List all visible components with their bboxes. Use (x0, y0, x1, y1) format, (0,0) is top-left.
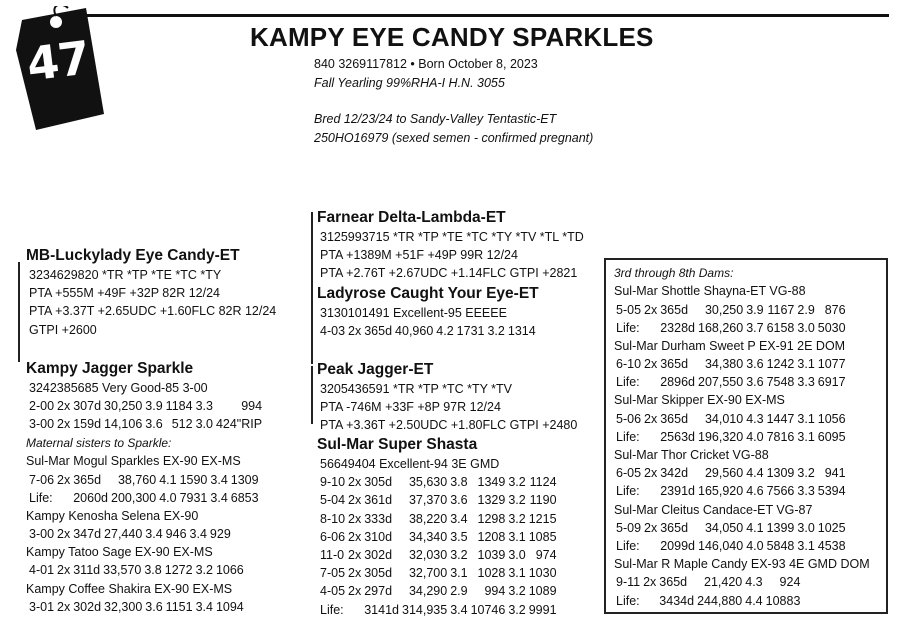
sire-sire-details (320, 228, 584, 283)
sire-line: PTA +3.37T +2.65UDC +1.60FLC 82R 12/24 (29, 304, 277, 319)
sire-line: PTA +555M +49F +32P 82R 12/24 (29, 286, 220, 301)
lot-number: 47 (23, 30, 93, 92)
record-row: 7-05 2x 305d 32,700 3.1 1028 3.1 1030 (320, 566, 557, 581)
sire-details (29, 266, 276, 339)
deep-dam-name: Sul-Mar Shottle Shayna-ET VG-88 (614, 284, 806, 299)
record-row: 3-01 2x 302d 32,300 3.6 1151 3.4 1094 (29, 599, 244, 614)
class-line: Fall Yearling 99%RHA-I H.N. 3055 (314, 76, 505, 90)
record-row: 11-0 2x 302d 32,030 3.2 1039 3.0 974 (320, 548, 557, 563)
record-row: Life: 2391d 165,920 4.6 7566 3.3 5394 (616, 484, 846, 499)
record-row: 2-00 2x 307d 30,250 3.9 1184 3.3 994 (29, 399, 263, 414)
deep-dam-records (616, 519, 849, 555)
sire-dam-name: Ladyrose Caught Your Eye-ET (317, 285, 539, 302)
record-row: Life: 2328d 168,260 3.7 6158 3.0 5030 (616, 320, 846, 335)
dam-records (29, 397, 265, 433)
animal-title: KAMPY EYE CANDY SPARKLES (250, 22, 654, 52)
deep-dam-name: Sul-Mar Skipper EX-90 EX-MS (614, 393, 785, 408)
deep-dam-records (616, 410, 849, 446)
dam-sire-name: Peak Jagger-ET (317, 361, 434, 378)
record-row: Life: 2896d 207,550 3.6 7548 3.3 6917 (616, 375, 846, 390)
semen-line: 250HO16979 (sexed semen - confirmed pregnant) (314, 131, 594, 145)
record-row: 5-04 2x 361d 37,370 3.6 1329 3.2 1190 (320, 493, 557, 508)
deep-dam-name: Sul-Mar R Maple Candy EX-93 4E GMD DOM (614, 557, 870, 572)
dam-sire-line: PTA -746M +33F +8P 97R 12/24 (320, 400, 501, 415)
record-row: 3-00 2x 159d 14,106 3.6 512 3.0 424"RIP (29, 417, 263, 432)
dam-bracket-line (311, 366, 313, 424)
record-row: 8-10 2x 333d 38,220 3.4 1298 3.2 1215 (320, 511, 557, 526)
dam-dam-records (320, 473, 560, 619)
maternal-sisters-heading: Maternal sisters to Sparkle: (26, 436, 172, 450)
sire-sire-line: 3125993715 *TR *TP *TE *TC *TY *TV *TL *TD (320, 230, 584, 244)
record-row: 3-00 2x 347d 27,440 3.4 946 3.4 929 (29, 527, 231, 542)
deep-dam-records (616, 355, 849, 391)
id-born-line: 840 3269117812 • Born October 8, 2023 (314, 57, 538, 71)
record-row: 6-05 2x 342d 29,560 4.4 1309 3.2 941 (616, 466, 846, 481)
deep-dam-records (616, 300, 849, 336)
dam-dam-line: 56649404 Excellent-94 3E GMD (320, 457, 500, 471)
deep-dam-records (616, 464, 849, 500)
deep-dam-records (616, 573, 803, 609)
dam-sire-line: PTA +3.36T +2.50UDC +1.80FLC GTPI +2480 (320, 418, 578, 433)
dam-details (29, 379, 265, 434)
deep-dams-content (614, 264, 870, 610)
sire-sire-name: Farnear Delta-Lambda-ET (317, 209, 506, 226)
dam-dam-details (320, 455, 560, 619)
record-row: 5-09 2x 365d 34,050 4.1 1399 3.0 1025 (616, 520, 846, 535)
sire-sire-line: PTA +2.76T +2.67UDC +1.14FLC GTPI +2821 (320, 266, 578, 281)
dam-line: 3242385685 Very Good-85 3-00 (29, 381, 208, 395)
sister-records (29, 598, 247, 616)
bred-line: Bred 12/23/24 to Sandy-Valley Tentastic-ET (314, 112, 557, 126)
record-row: 4-05 2x 297d 34,290 2.9 994 3.2 1089 (320, 584, 557, 599)
deep-dam-name: Sul-Mar Durham Sweet P EX-91 2E DOM (614, 338, 846, 353)
sire-sire-line: PTA +1389M +51F +49P 99R 12/24 (320, 248, 518, 263)
sister-records (29, 561, 247, 579)
sire-dam-details (320, 304, 539, 340)
record-row: 6-10 2x 365d 34,380 3.6 1242 3.1 1077 (616, 357, 846, 372)
dam-dam-name: Sul-Mar Super Shasta (317, 436, 478, 453)
record-row: 5-05 2x 365d 30,250 3.9 1167 2.9 876 (616, 302, 846, 317)
sister-records (29, 525, 234, 543)
sire-line: GTPI +2600 (29, 322, 97, 337)
sire-bracket-line (311, 212, 313, 364)
top-rule (56, 14, 889, 17)
dam-sire-line: 3205436591 *TR *TP *TC *TY *TV (320, 382, 512, 396)
sire-left-line (18, 262, 20, 362)
deep-dam-name: Sul-Mar Cleitus Candace-ET VG-87 (614, 502, 813, 517)
record-row: Life: 2563d 196,320 4.0 7816 3.1 6095 (616, 429, 846, 444)
record-row: 9-10 2x 305d 35,630 3.8 1349 3.2 1124 (320, 475, 557, 490)
record-row: Life: 3434d 244,880 4.4 10883 (616, 593, 801, 608)
record-row: 4-01 2x 311d 33,570 3.8 1272 3.2 1066 (29, 563, 244, 578)
sire-name: MB-Luckylady Eye Candy-ET (26, 247, 240, 264)
record-row: 7-06 2x 365d 38,760 4.1 1590 3.4 1309 (29, 472, 259, 487)
record-row: 9-11 2x 365d 21,420 4.3 924 (616, 575, 801, 590)
sire-line: 3234629820 *TR *TP *TE *TC *TY (29, 268, 222, 282)
record-row: 5-06 2x 365d 34,010 4.3 1447 3.1 1056 (616, 411, 846, 426)
sister-records (29, 470, 262, 506)
record-row: Life: 2099d 146,040 4.0 5848 3.1 4538 (616, 539, 846, 553)
sister-name: Kampy Coffee Shakira EX-90 EX-MS (26, 581, 233, 596)
dam-name: Kampy Jagger Sparkle (26, 360, 194, 377)
record-row: 6-06 2x 310d 34,340 3.5 1208 3.1 1085 (320, 529, 557, 544)
sire-dam-records (320, 322, 539, 340)
deep-dam-name: Sul-Mar Thor Cricket VG-88 (614, 447, 769, 462)
record-row: Life: 2060d 200,300 4.0 7931 3.4 6853 (29, 490, 259, 505)
sire-dam-line: 3130101491 Excellent-95 EEEEE (320, 306, 507, 320)
dam-sire-details (320, 380, 577, 435)
deep-dams-heading: 3rd through 8th Dams: (614, 266, 734, 280)
sister-name: Sul-Mar Mogul Sparkles EX-90 EX-MS (26, 454, 241, 469)
sister-name: Kampy Tatoo Sage EX-90 EX-MS (26, 545, 213, 560)
sister-name: Kampy Kenosha Selena EX-90 (26, 508, 199, 523)
record-row: 4-03 2x 365d 40,960 4.2 1731 3.2 1314 (320, 324, 536, 339)
maternal-sisters-block (26, 434, 262, 616)
record-row: Life: 3141d 314,935 3.4 10746 3.2 9991 (320, 602, 557, 617)
